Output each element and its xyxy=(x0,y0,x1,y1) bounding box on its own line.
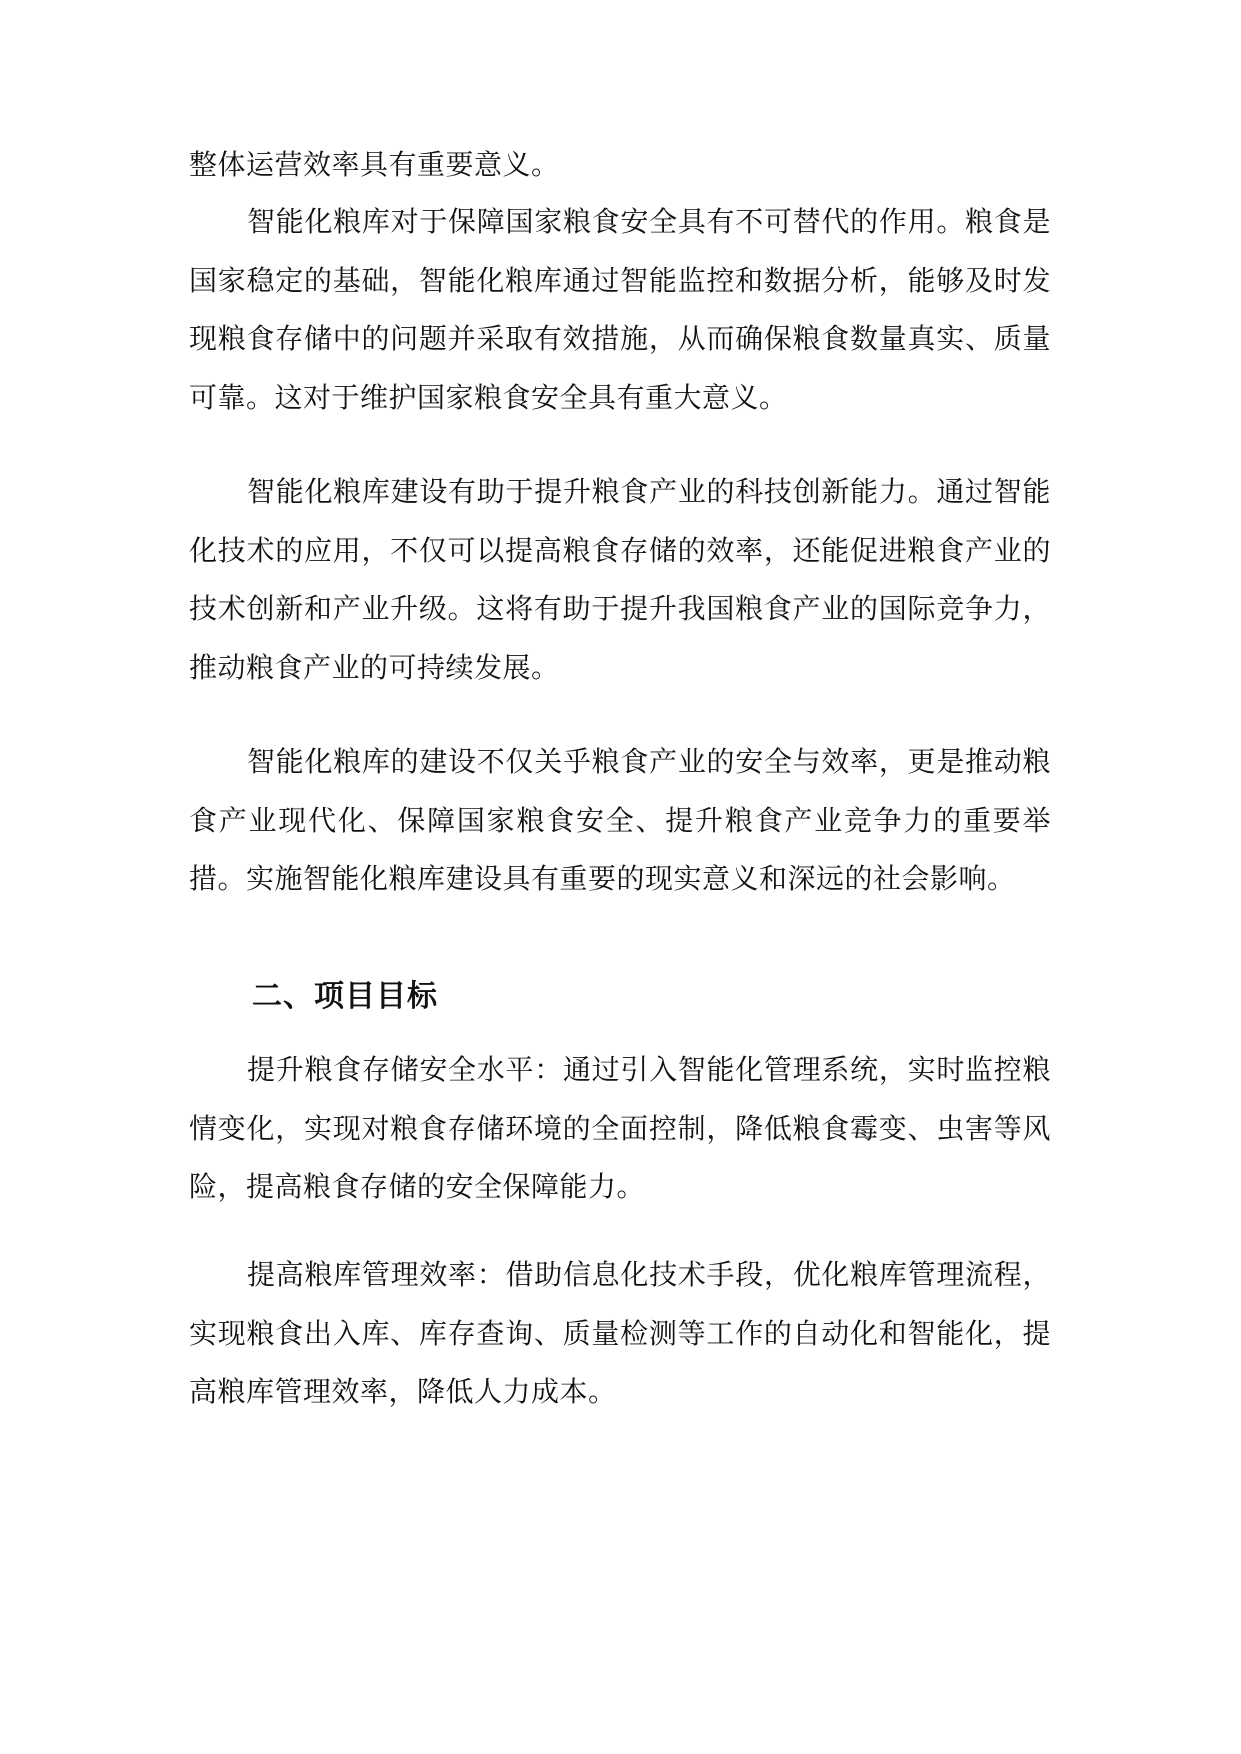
paragraph-continuation: 整体运营效率具有重要意义。 xyxy=(189,148,560,181)
goal-storage-safety: 提升粮食存储安全水平：通过引入智能化管理系统，实时监控粮情变化，实现对粮食存储环境的全面控制，降低粮食霉变、虫害等风险，提高粮食存储的安全保障能力。 xyxy=(189,1053,1051,1203)
goal-management-efficiency: 提高粮库管理效率：借助信息化技术手段，优化粮库管理流程，实现粮食出入库、库存查询、质量检测等工作的自动化和智能化，提高粮库管理效率，降低人力成本。 xyxy=(189,1258,1051,1408)
section-heading: 二、项目目标 xyxy=(252,979,438,1014)
paragraph-food-security: 智能化粮库对于保障国家粮食安全具有不可替代的作用。粮食是国家稳定的基础，智能化粮库通过智能监控和数据分析，能够及时发现粮食存储中的问题并采取有效措施，从而确保粮食数量真实、质量可靠。这对于维护国家粮食安全具有重大意义。 xyxy=(189,205,1051,414)
paragraph-summary: 智能化粮库的建设不仅关乎粮食产业的安全与效率，更是推动粮食产业现代化、保障国家粮食安全、提升粮食产业竞争力的重要举措。实施智能化粮库建设具有重要的现实意义和深远的社会影响。 xyxy=(189,745,1051,895)
paragraph-tech-innovation: 智能化粮库建设有助于提升粮食产业的科技创新能力。通过智能化技术的应用，不仅可以提高粮食存储的效率，还能促进粮食产业的技术创新和产业升级。这将有助于提升我国粮食产业的国际竞争力，推动粮食产业的可持续发展。 xyxy=(189,475,1051,684)
